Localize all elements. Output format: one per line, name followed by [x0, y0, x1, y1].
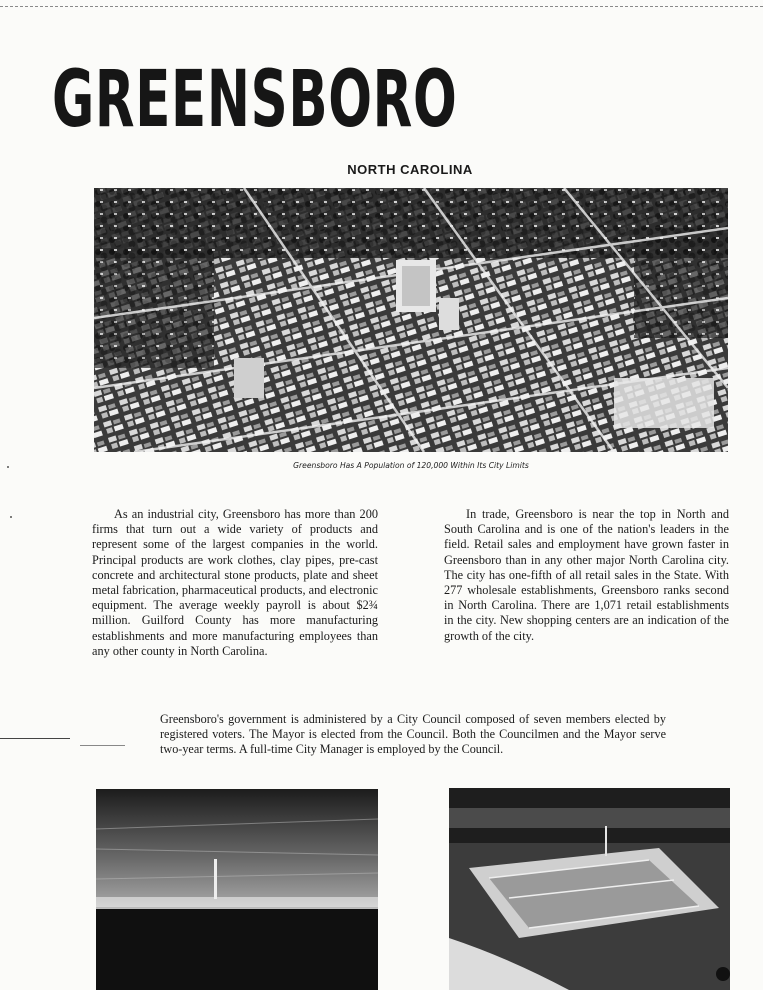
industry-paragraph: As an industrial city, Greensboro has more than 200 firms that turn out a wide variety of products and represent some of the largest companies in the world. Principal products are work clothes, clay pipes, pre-cast concrete and architectural stone products, plate and sheet metal fabrication, pharmaceutical products, and electronic equipment. The average weekly payroll is about $2¾ million. Guilford County has more manufacturing establishments and more manufacturing employees than any other county in North Carolina. — [92, 507, 378, 658]
margin-scan-mark — [80, 745, 125, 746]
aerial-photo-caption: Greensboro Has A Population of 120,000 Within Its City Limits — [293, 461, 529, 470]
trade-paragraph: In trade, Greensboro is near the top in North and South Carolina and is one of the nation's leaders in the field. Retail sales and employment have grown faster in Greensboro than in any other major North Carolina city. The city has one-fifth of all retail sales in the State. With 277 wholesale establishments, Greensboro ranks second in North Carolina. There are 1,071 retail establishments in the city. New shopping centers are an indication of the growth of the city. — [444, 507, 729, 643]
top-border-rule — [0, 6, 763, 7]
margin-scan-mark — [0, 738, 70, 739]
bottom-left-photo — [96, 789, 378, 990]
page-title: GREENSBORO — [52, 55, 458, 145]
page-subtitle: NORTH CAROLINA — [347, 162, 473, 177]
government-paragraph: Greensboro's government is administered by a City Council composed of seven members elected by registered voters. The Mayor is elected from the Council. Both the Councilmen and the Mayor serve two-year terms. A full-time City Manager is employed by the Council. — [160, 712, 666, 756]
aerial-city-photo — [94, 188, 728, 452]
margin-speck — [7, 466, 9, 468]
bottom-right-photo — [449, 788, 730, 990]
margin-speck — [10, 516, 12, 518]
